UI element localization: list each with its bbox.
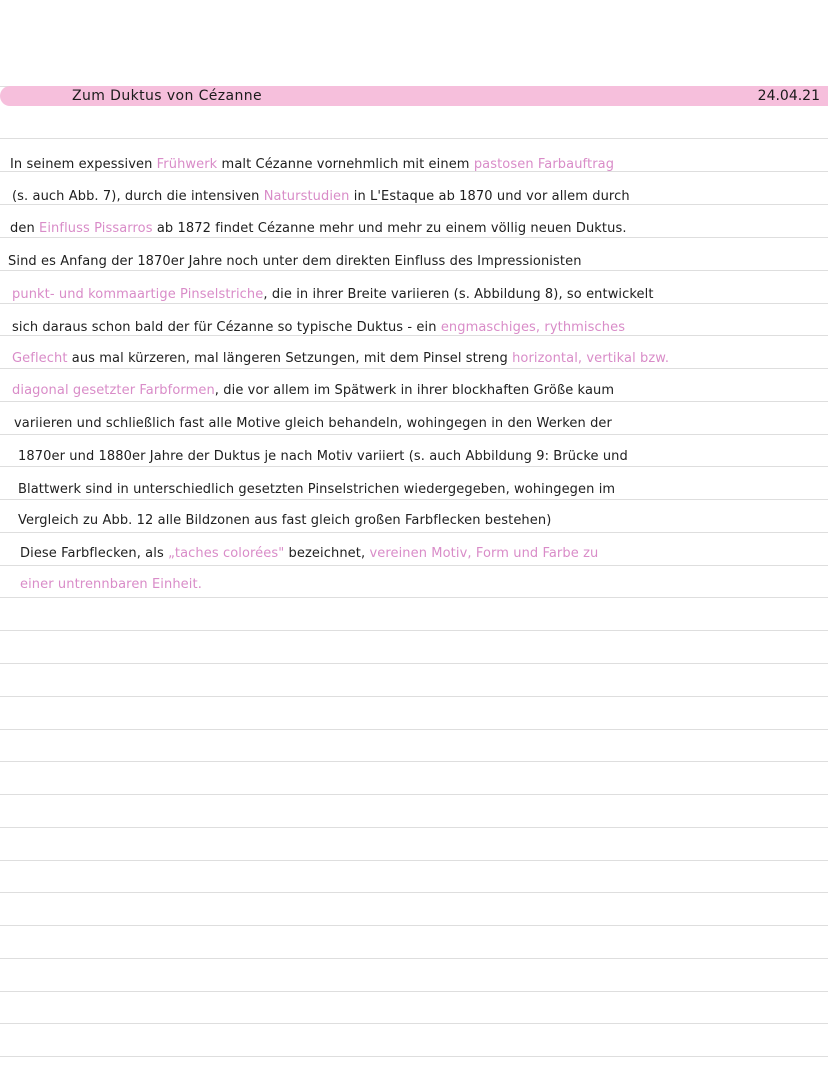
text-line — [20, 545, 828, 563]
ruled-line — [0, 794, 828, 795]
text-line — [8, 253, 816, 271]
ruled-line — [0, 499, 828, 500]
ruled-line — [0, 991, 828, 992]
ruled-line — [0, 466, 828, 467]
ruled-line — [0, 892, 828, 893]
ruled-line — [0, 1056, 828, 1057]
ruled-line — [0, 532, 828, 533]
text-line — [18, 448, 826, 466]
ruled-line — [0, 663, 828, 664]
text-line — [12, 350, 820, 368]
text-line — [14, 415, 822, 433]
text-line — [12, 188, 820, 206]
text-segment: In seinem expessiven — [10, 157, 157, 172]
text-segment: den — [10, 221, 40, 236]
ruled-line — [0, 434, 828, 435]
text-line — [10, 156, 818, 174]
text-line — [12, 286, 820, 304]
text-segment: (s. auch Abb. 7), durch die intensiven — [12, 189, 264, 204]
ruled-line — [0, 827, 828, 828]
highlighted-phrase: einer untrennbaren Einheit. — [20, 577, 202, 592]
text-segment: ab 1872 findet Cézanne mehr und mehr zu einem völlig neuen Duktus. — [152, 221, 627, 236]
ruled-line — [0, 565, 828, 566]
text-line — [10, 220, 818, 238]
text-segment: malt Cézanne vornehmlich mit einem — [217, 157, 474, 172]
text-segment: Sind es Anfang der 1870er Jahre noch unter dem direkten Einfluss des Impressionisten — [8, 254, 582, 269]
highlighted-phrase: Naturstudien — [263, 189, 350, 204]
ruled-line — [0, 368, 828, 369]
text-segment: Vergleich zu Abb. 12 alle Bildzonen aus fast gleich großen Farbflecken bestehen) — [18, 513, 552, 528]
text-segment: in L'Estaque ab 1870 und vor allem durch — [349, 189, 630, 204]
highlighted-phrase: „taches colorées" — [168, 546, 285, 561]
text-segment: , die in ihrer Breite variieren (s. Abbildung 8), so entwickelt — [263, 287, 654, 302]
page-date: 24.04.21 — [757, 88, 820, 104]
ruled-line — [0, 696, 828, 697]
ruled-line — [0, 630, 828, 631]
highlighted-phrase: pastosen Farbauftrag — [473, 157, 615, 172]
ruled-line — [0, 761, 828, 762]
text-line — [18, 512, 826, 530]
text-line — [12, 319, 820, 337]
highlighted-phrase: Einfluss Pissarros — [39, 221, 153, 236]
text-segment: aus mal kürzeren, mal längeren Setzungen, mit dem Pinsel streng — [67, 351, 513, 366]
text-segment: sich daraus schon bald der für Cézanne so typische Duktus - ein — [12, 320, 441, 335]
text-segment: 1870er und 1880er Jahre der Duktus je nach Motiv variiert (s. auch Abbildung 9: Brücke und — [18, 449, 628, 464]
ruled-line — [0, 958, 828, 959]
highlighted-phrase: diagonal gesetzter Farbformen — [12, 383, 215, 398]
text-segment: variieren und schließlich fast alle Motive gleich behandeln, wohingegen in den Werken der — [14, 416, 612, 431]
highlighted-phrase: punkt- und kommaartige Pinselstriche — [12, 287, 264, 302]
highlighted-phrase: Frühwerk — [156, 157, 218, 172]
ruled-line — [0, 138, 828, 139]
ruled-line — [0, 925, 828, 926]
highlighted-phrase: engmaschiges, rythmisches — [440, 320, 626, 335]
text-segment: bezeichnet, — [284, 546, 370, 561]
text-line — [20, 576, 828, 594]
text-segment: Diese Farbflecken, als — [20, 546, 169, 561]
highlighted-phrase: vereinen Motiv, Form und Farbe zu — [369, 546, 599, 561]
ruled-line — [0, 729, 828, 730]
text-segment: Blattwerk sind in unterschiedlich gesetzten Pinselstrichen wiedergegeben, wohingegen im — [18, 482, 616, 497]
page-title: Zum Duktus von Cézanne — [72, 88, 263, 104]
text-segment: , die vor allem im Spätwerk in ihrer blockhaften Größe kaum — [214, 383, 615, 398]
ruled-line — [0, 401, 828, 402]
ruled-line — [0, 1023, 828, 1024]
text-line — [18, 481, 826, 499]
highlighted-phrase: horizontal, vertikal bzw. — [512, 351, 670, 366]
ruled-line — [0, 860, 828, 861]
ruled-line — [0, 597, 828, 598]
highlighted-phrase: Geflecht — [12, 351, 68, 366]
text-line — [12, 382, 820, 400]
